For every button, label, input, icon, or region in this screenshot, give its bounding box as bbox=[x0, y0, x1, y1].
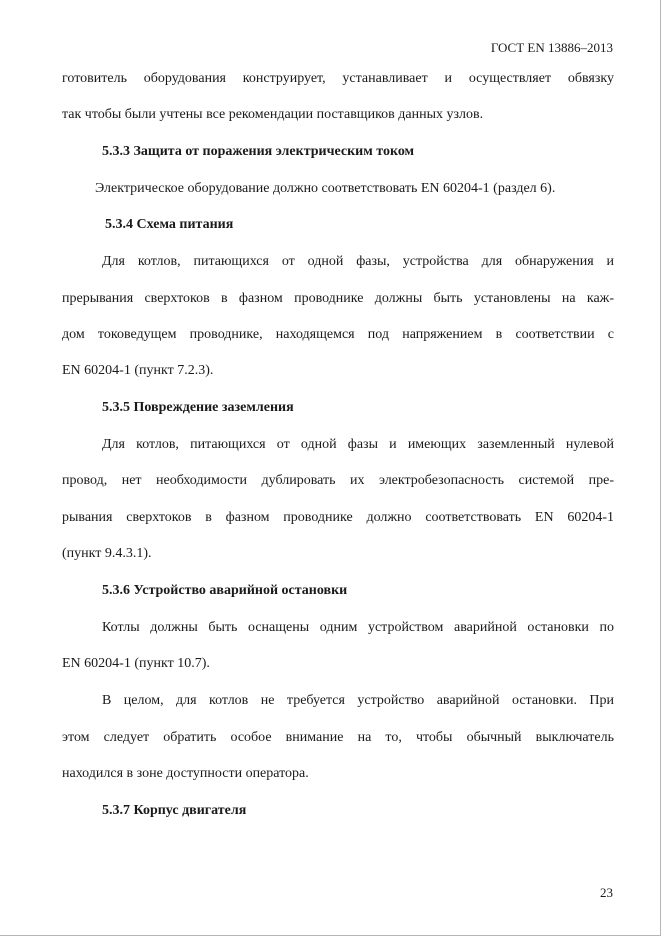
paragraph-line: этом следует обратить особое внимание на то, чтобы обычный выключатель bbox=[62, 730, 614, 745]
paragraph-line: Для котлов, питающихся от одной фазы и имеющих заземленный нулевой bbox=[102, 437, 614, 452]
section-heading-5-3-7: 5.3.7 Корпус двигателя bbox=[102, 803, 247, 818]
paragraph-line: В целом, для котлов не требуется устройство аварийной остановки. При bbox=[102, 693, 614, 708]
paragraph-line: так чтобы были учтены все рекомендации поставщиков данных узлов. bbox=[62, 107, 484, 122]
paragraph-line: Котлы должны быть оснащены одним устройством аварийной остановки по bbox=[102, 620, 614, 635]
paragraph-line: находился в зоне доступности оператора. bbox=[62, 766, 309, 781]
paragraph-line: Электрическое оборудование должно соответствовать EN 60204-1 (раздел 6). bbox=[95, 181, 556, 196]
section-heading-5-3-5: 5.3.5 Повреждение заземления bbox=[102, 400, 294, 415]
section-heading-5-3-6: 5.3.6 Устройство аварийной остановки bbox=[102, 583, 348, 598]
page-number: 23 bbox=[600, 885, 613, 900]
document-code-header: ГОСТ EN 13886–2013 bbox=[490, 40, 613, 55]
paragraph-line: EN 60204-1 (пункт 10.7). bbox=[62, 656, 210, 671]
paragraph-line: прерывания сверхтоков в фазном проводнике должны быть установлены на каж- bbox=[62, 291, 614, 306]
paragraph-line: дом токоведущем проводнике, находящемся под напряжением в соответствии с bbox=[62, 327, 614, 342]
paragraph-line: (пункт 9.4.3.1). bbox=[62, 546, 152, 561]
paragraph-line: рывания сверхтоков в фазном проводнике должно соответствовать EN 60204-1 bbox=[62, 510, 614, 525]
paragraph-line: провод, нет необходимости дублировать их электробезопасность системой пре- bbox=[62, 473, 614, 488]
paragraph-line: EN 60204-1 (пункт 7.2.3). bbox=[62, 363, 214, 378]
paragraph-line: готовитель оборудования конструирует, устанавливает и осуществляет обвязку bbox=[62, 71, 614, 86]
section-heading-5-3-3: 5.3.3 Защита от поражения электрическим током bbox=[102, 144, 415, 159]
paragraph-line: Для котлов, питающихся от одной фазы, устройства для обнаружения и bbox=[102, 254, 614, 269]
section-heading-5-3-4: 5.3.4 Схема питания bbox=[105, 217, 234, 232]
